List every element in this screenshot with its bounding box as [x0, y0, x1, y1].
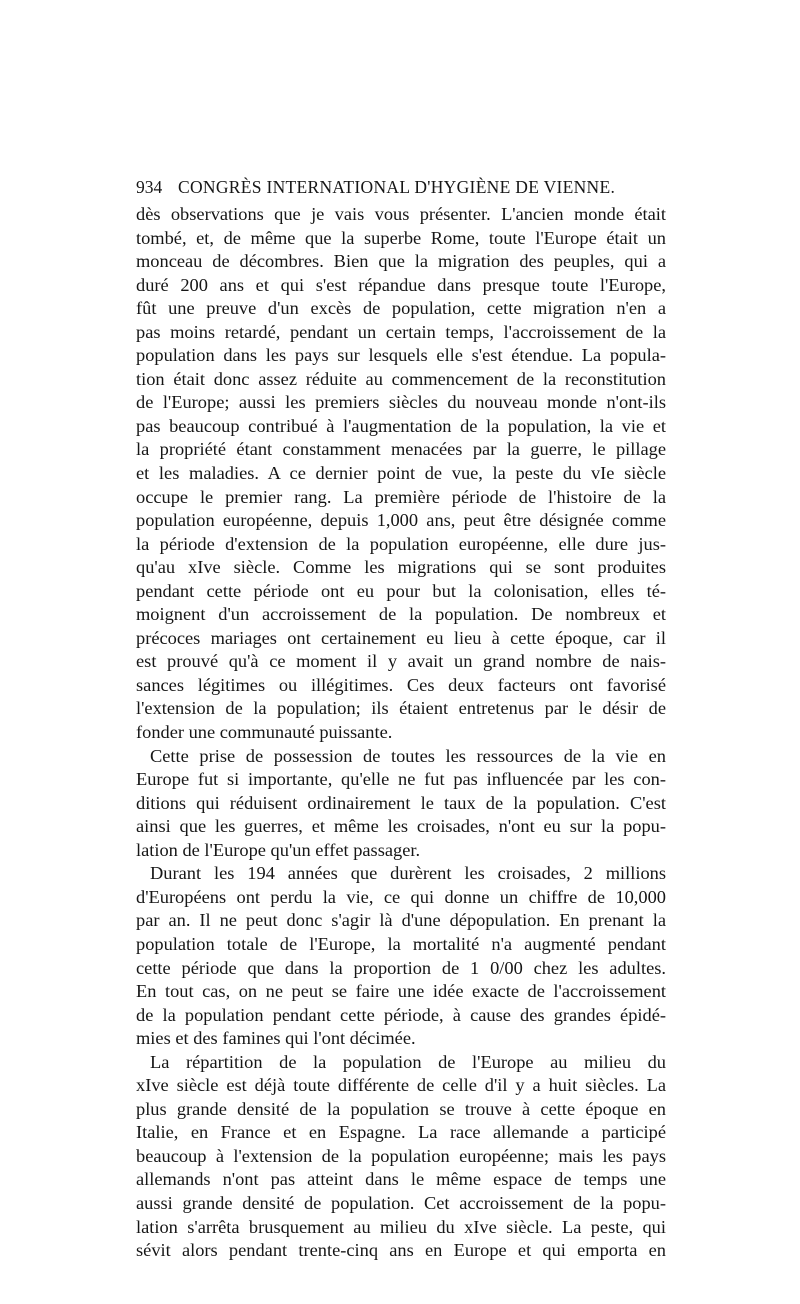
- text-line: population européenne, depuis 1,000 ans, peut être désignée comme: [136, 510, 666, 531]
- text-line: occupe le premier rang. La première période de l'histoire de la: [136, 486, 666, 507]
- body-text: [136, 203, 666, 1263]
- text-line: d'Européens ont perdu la vie, ce qui donne un chiffre de 10,000: [136, 886, 666, 907]
- page-number: 934: [136, 177, 163, 197]
- text-line: allemands n'ont pas atteint dans le même espace de temps une: [136, 1169, 666, 1190]
- text-line: Durant les 194 années que durèrent les croisades, 2 millions: [150, 863, 666, 884]
- text-line: de la population pendant cette période, à cause des grandes épidé-: [136, 1004, 666, 1025]
- text-line: pas moins retardé, pendant un certain temps, l'accroissement de la: [136, 321, 666, 342]
- text-line: moignent d'un accroissement de la population. De nombreux et: [136, 604, 666, 625]
- text-line: tion était donc assez réduite au commencement de la reconstitution: [136, 368, 666, 389]
- text-line: aussi grande densité de population. Cet accroissement de la popu-: [136, 1192, 666, 1213]
- running-title: CONGRÈS INTERNATIONAL D'HYGIÈNE DE VIENNE.: [178, 177, 616, 197]
- text-line: est prouvé qu'à ce moment il y avait un grand nombre de nais-: [136, 651, 666, 672]
- text-line: population totale de l'Europe, la mortalité n'a augmenté pendant: [136, 933, 666, 954]
- text-line: Cette prise de possession de toutes les ressources de la vie en: [150, 745, 666, 766]
- text-line: xIve siècle est déjà toute différente de celle d'il y a huit siècles. La: [136, 1075, 666, 1096]
- text-line: mies et des famines qui l'ont décimée.: [136, 1028, 416, 1049]
- text-line: fût une preuve d'un excès de population, cette migration n'en a: [136, 298, 666, 319]
- text-line: précoces mariages ont certainement eu lieu à cette époque, car il: [136, 627, 666, 648]
- text-line: ainsi que les guerres, et même les croisades, n'ont eu sur la popu-: [136, 816, 666, 837]
- text-line: l'extension de la population; ils étaient entretenus par le désir de: [136, 698, 666, 719]
- text-line: de l'Europe; aussi les premiers siècles du nouveau monde n'ont-ils: [136, 392, 666, 413]
- text-line: lation de l'Europe qu'un effet passager.: [136, 839, 421, 860]
- text-line: fonder une communauté puissante.: [136, 722, 393, 743]
- text-line: pas beaucoup contribué à l'augmentation de la population, la vie et: [136, 415, 666, 436]
- text-line: et les maladies. A ce dernier point de vue, la peste du vIe siècle: [136, 463, 666, 484]
- text-line: lation s'arrêta brusquement au milieu du xIve siècle. La peste, qui: [136, 1216, 666, 1237]
- text-line: Italie, en France et en Espagne. La race allemande a participé: [136, 1122, 666, 1143]
- text-line: monceau de décombres. Bien que la migration des peuples, qui a: [136, 251, 666, 272]
- text-line: plus grande densité de la population se trouve à cette époque en: [136, 1098, 666, 1119]
- text-line: qu'au xIve siècle. Comme les migrations qui se sont produites: [136, 557, 666, 578]
- text-line: ditions qui réduisent ordinairement le taux de la population. C'est: [136, 792, 666, 813]
- text-line: En tout cas, on ne peut se faire une idée exacte de l'accroissement: [136, 981, 666, 1002]
- text-line: pendant cette période ont eu pour but la colonisation, elles té-: [136, 580, 666, 601]
- text-line: population dans les pays sur lesquels elle s'est étendue. La popula-: [136, 345, 666, 366]
- text-line: la propriété étant constamment menacées par la guerre, le pillage: [136, 439, 666, 460]
- text-line: sances légitimes ou illégitimes. Ces deux facteurs ont favorisé: [136, 674, 666, 695]
- text-line: la période d'extension de la population européenne, elle dure jus-: [136, 533, 666, 554]
- running-header: [136, 176, 666, 198]
- text-line: tombé, et, de même que la superbe Rome, toute l'Europe était un: [136, 227, 666, 248]
- text-line: dès observations que je vais vous présenter. L'ancien monde était: [136, 204, 666, 224]
- text-line: sévit alors pendant trente-cinq ans en Europe et qui emporta en: [136, 1240, 666, 1261]
- text-line: beaucoup à l'extension de la population européenne; mais les pays: [136, 1145, 666, 1166]
- text-line: par an. Il ne peut donc s'agir là d'une dépopulation. En prenant la: [136, 910, 666, 931]
- text-line: cette période que dans la proportion de 1 0/00 chez les adultes.: [136, 957, 666, 978]
- text-line: Europe fut si importante, qu'elle ne fut pas influencée par les con-: [136, 769, 666, 790]
- text-line: duré 200 ans et qui s'est répandue dans presque toute l'Europe,: [136, 274, 666, 295]
- text-line: La répartition de la population de l'Europe au milieu du: [150, 1051, 666, 1072]
